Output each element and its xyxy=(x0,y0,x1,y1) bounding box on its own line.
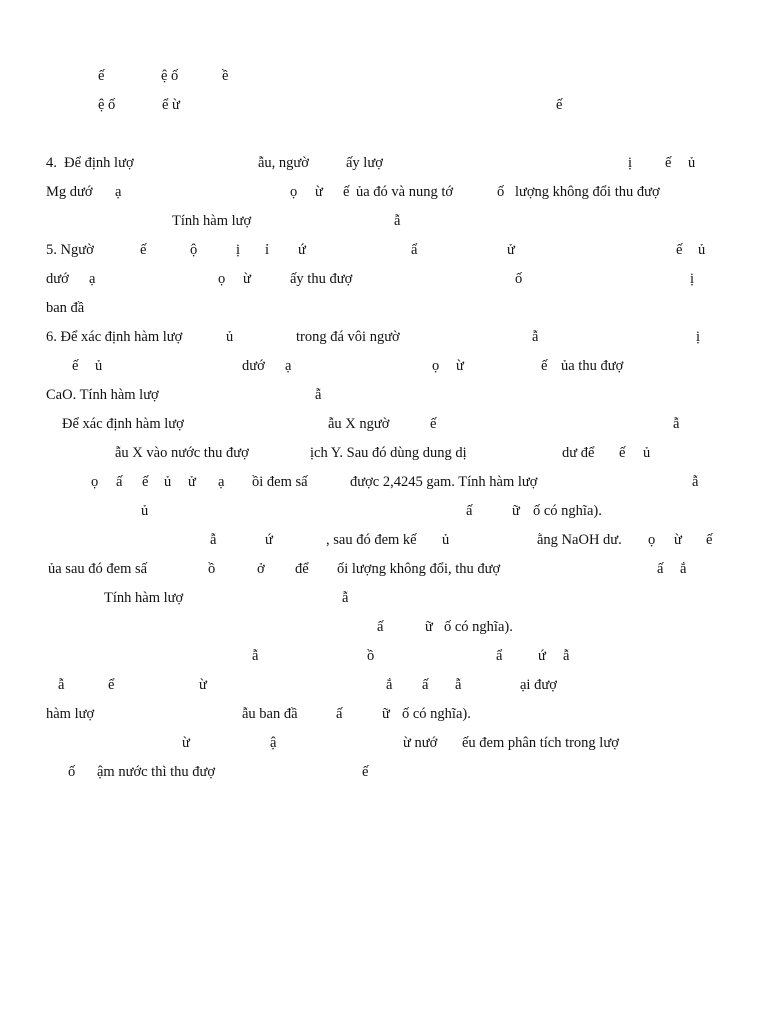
text-fragment: ạ xyxy=(89,271,96,287)
text-fragment: ừ xyxy=(182,735,190,751)
text-fragment: ệ ố xyxy=(98,97,116,113)
text-fragment: ử xyxy=(507,242,515,258)
text-fragment: ủ xyxy=(698,242,706,258)
text-fragment: ế xyxy=(665,155,672,171)
text-fragment: ậm nước thì thu đượ xyxy=(97,764,216,780)
text-fragment: ồi đem sấ xyxy=(252,474,308,490)
text-fragment: ố xyxy=(68,764,76,780)
text-fragment: 4. Để định lượ xyxy=(46,155,134,171)
text-line xyxy=(0,443,768,465)
text-fragment: ấ xyxy=(466,503,473,519)
text-fragment: ế xyxy=(619,445,626,461)
text-fragment: ừ nướ xyxy=(403,735,438,751)
text-line xyxy=(0,414,768,436)
text-fragment: ạ xyxy=(285,358,292,374)
text-line xyxy=(0,588,768,610)
text-fragment: ừ xyxy=(243,271,251,287)
text-fragment: ồ xyxy=(367,648,375,664)
text-fragment: ế xyxy=(556,97,563,113)
text-fragment: ề xyxy=(222,68,229,84)
text-fragment: ẫu ban đầ xyxy=(242,706,298,722)
text-line xyxy=(0,240,768,262)
text-fragment: ở xyxy=(257,561,265,577)
text-line xyxy=(0,95,768,117)
text-line xyxy=(0,501,768,523)
text-fragment: ẫ xyxy=(252,648,259,664)
text-fragment: ẫ xyxy=(210,532,217,548)
text-fragment: ị xyxy=(696,329,701,345)
text-line xyxy=(0,646,768,668)
text-fragment: ừ xyxy=(456,358,464,374)
text-fragment: ắ xyxy=(386,677,393,693)
text-fragment: hàm lượ xyxy=(46,706,95,722)
text-fragment: ứ xyxy=(265,532,273,548)
text-fragment: dư để xyxy=(562,445,595,461)
text-fragment: ủ xyxy=(164,474,172,490)
text-fragment: ọ xyxy=(290,184,298,200)
text-fragment: ể xyxy=(108,677,115,693)
text-fragment: ban đầ xyxy=(46,300,85,316)
text-fragment: Tính hàm lượ xyxy=(104,590,184,606)
text-fragment: ẫ xyxy=(394,213,401,229)
text-fragment: ế xyxy=(72,358,79,374)
text-fragment: ứ xyxy=(298,242,306,258)
text-fragment: ấy thu đượ xyxy=(290,271,353,287)
text-fragment: ủa sau đó đem sấ xyxy=(48,561,148,577)
text-fragment: ế xyxy=(706,532,713,548)
text-fragment: dướ xyxy=(242,358,265,374)
text-fragment: ế xyxy=(140,242,147,258)
text-fragment: ủ xyxy=(95,358,103,374)
text-fragment: ế xyxy=(142,474,149,490)
text-fragment: ẫ xyxy=(563,648,570,664)
text-line xyxy=(0,298,768,320)
text-fragment: ọ xyxy=(91,474,99,490)
text-fragment: ứ xyxy=(538,648,546,664)
text-fragment: Mg dướ xyxy=(46,184,93,200)
text-fragment: ệ ố xyxy=(161,68,179,84)
text-fragment: ừ xyxy=(674,532,682,548)
text-fragment: 6. Để xác định hàm lượ xyxy=(46,329,183,345)
text-line xyxy=(0,356,768,378)
text-line xyxy=(0,559,768,581)
text-line xyxy=(0,385,768,407)
text-fragment: dướ xyxy=(46,271,69,287)
text-fragment: ố xyxy=(515,271,523,287)
text-fragment: ẫu, ngườ xyxy=(258,155,309,171)
text-fragment: ậ xyxy=(270,735,277,751)
text-line xyxy=(0,269,768,291)
text-fragment: ằng NaOH dư. xyxy=(537,532,622,548)
text-fragment: ủ xyxy=(141,503,149,519)
text-fragment: 5. Ngườ xyxy=(46,242,94,258)
text-fragment: ữ xyxy=(425,619,433,635)
text-fragment: ị xyxy=(236,242,241,258)
text-fragment: ế xyxy=(676,242,683,258)
text-fragment: ẫ xyxy=(58,677,65,693)
text-fragment: ủ xyxy=(226,329,234,345)
text-fragment: ủa đó và nung tớ xyxy=(356,184,454,200)
text-fragment: ố có nghĩa). xyxy=(402,706,471,722)
text-line xyxy=(0,327,768,349)
text-fragment: ắ xyxy=(680,561,687,577)
text-fragment: ẫu X vào nước thu đượ xyxy=(115,445,249,461)
text-fragment: ấ xyxy=(336,706,343,722)
text-fragment: ẫ xyxy=(532,329,539,345)
text-fragment: ọ xyxy=(218,271,226,287)
text-fragment: ị xyxy=(690,271,695,287)
text-fragment: ế xyxy=(541,358,548,374)
text-fragment: ộ xyxy=(190,242,198,258)
text-fragment: để xyxy=(295,561,309,577)
text-fragment: ối lượng không đổi, thu đượ xyxy=(337,561,501,577)
text-fragment: ọ xyxy=(432,358,440,374)
text-fragment: ữ xyxy=(512,503,520,519)
text-fragment: ẩ xyxy=(496,648,503,664)
text-fragment: ị xyxy=(628,155,633,171)
text-fragment: ấ xyxy=(116,474,123,490)
text-fragment: ủ xyxy=(688,155,696,171)
text-fragment: ủ xyxy=(643,445,651,461)
text-line xyxy=(0,182,768,204)
text-fragment: ấ xyxy=(657,561,664,577)
text-fragment: ủ xyxy=(442,532,450,548)
text-line xyxy=(0,762,768,784)
text-line xyxy=(0,153,768,175)
text-fragment: ế xyxy=(362,764,369,780)
text-fragment: ạ xyxy=(115,184,122,200)
text-fragment: ấ xyxy=(422,677,429,693)
text-line xyxy=(0,530,768,552)
text-fragment: Tính hàm lượ xyxy=(172,213,252,229)
text-fragment: ỉ xyxy=(265,242,270,258)
text-fragment: ọ xyxy=(648,532,656,548)
text-line xyxy=(0,472,768,494)
text-fragment: ố có nghĩa). xyxy=(533,503,602,519)
text-fragment: trong đá vôi ngườ xyxy=(296,329,400,345)
text-line xyxy=(0,704,768,726)
text-fragment: ố xyxy=(497,184,505,200)
text-fragment: ế xyxy=(430,416,437,432)
text-fragment: ẫ xyxy=(342,590,349,606)
text-fragment: Để xác định hàm lượ xyxy=(62,416,184,432)
text-fragment: ế xyxy=(343,184,350,200)
text-fragment: được 2,4245 gam. Tính hàm lượ xyxy=(350,474,538,490)
text-fragment: ữ xyxy=(382,706,390,722)
text-fragment: ấy lượ xyxy=(346,155,383,171)
text-fragment: ẩ xyxy=(411,242,418,258)
text-fragment: ếu đem phân tích trong lượ xyxy=(462,735,619,751)
text-fragment: ạ xyxy=(218,474,225,490)
text-fragment: ấ xyxy=(377,619,384,635)
text-fragment: ố có nghĩa). xyxy=(444,619,513,635)
text-fragment: ẫ xyxy=(692,474,699,490)
text-fragment: ể ừ xyxy=(162,97,180,113)
text-fragment: ế xyxy=(98,68,105,84)
text-fragment: ẫ xyxy=(315,387,322,403)
text-fragment: ồ xyxy=(208,561,216,577)
text-fragment: CaO. Tính hàm lượ xyxy=(46,387,159,403)
text-fragment: lượng không đổi thu đượ xyxy=(515,184,660,200)
text-line xyxy=(0,617,768,639)
text-line xyxy=(0,66,768,88)
text-line xyxy=(0,733,768,755)
text-line xyxy=(0,211,768,233)
text-fragment: ại đượ xyxy=(520,677,557,693)
text-fragment: ẫ xyxy=(673,416,680,432)
text-fragment: , sau đó đem kế xyxy=(326,532,417,548)
text-fragment: ừ xyxy=(199,677,207,693)
text-fragment: ử xyxy=(188,474,196,490)
text-fragment: ủa thu đượ xyxy=(561,358,624,374)
text-fragment: ừ xyxy=(315,184,323,200)
text-fragment: ịch Y. Sau đó dùng dung dị xyxy=(310,445,467,461)
text-line xyxy=(0,675,768,697)
text-fragment: ẫ xyxy=(455,677,462,693)
text-fragment: ẫu X ngườ xyxy=(328,416,390,432)
